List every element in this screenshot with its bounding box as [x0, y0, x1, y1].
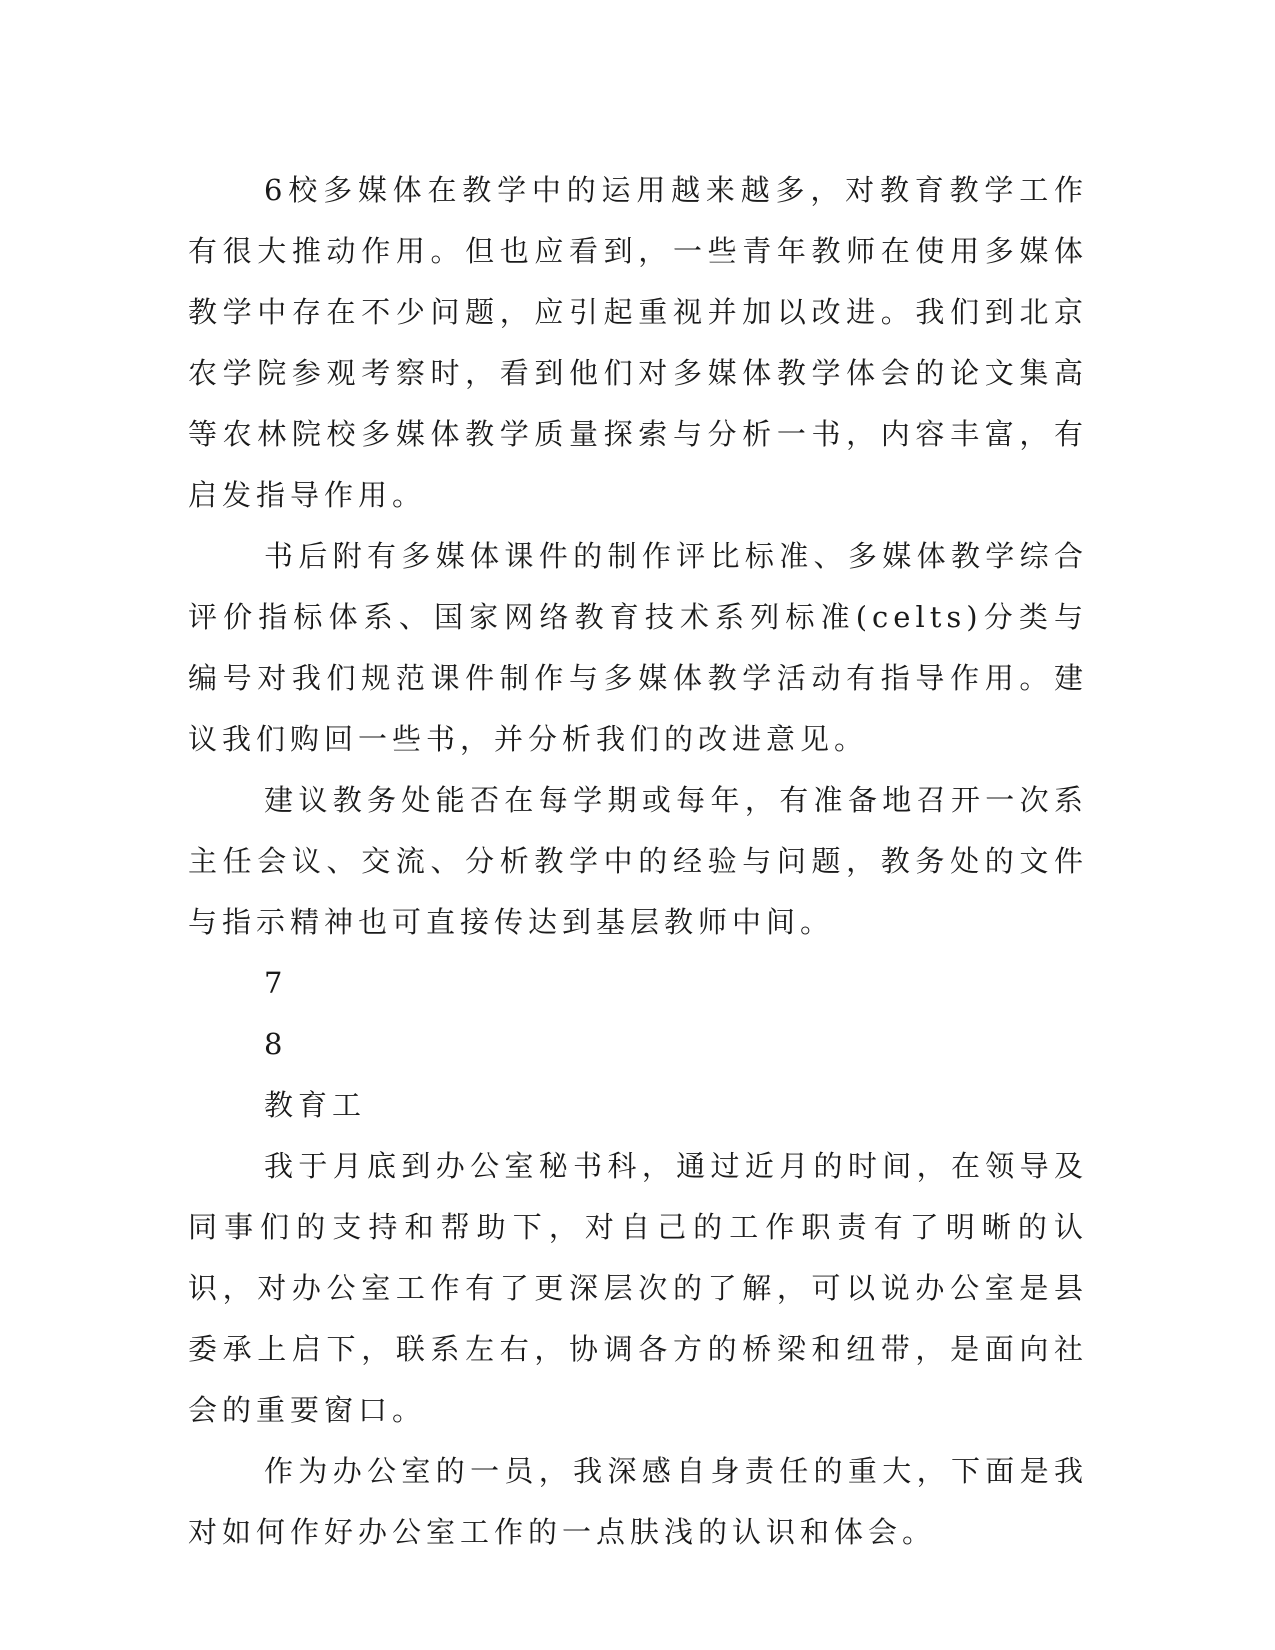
paragraph-multimedia-usage: 6校多媒体在教学中的运用越来越多，对教育教学工作有很大推动作用。但也应看到，一些青年教师在使用多媒体教学中存在不少问题，应引起重视并加以改进。我们到北京农学院参观考察时，看到他们对多媒体教学体会的论文集高等农林院校多媒体教学质量探索与分析一书，内容丰富，有启发指导作用。 [188, 173, 1088, 512]
paragraph-number-8: 8 [264, 1027, 288, 1061]
section-heading: 教育工 [264, 1088, 367, 1122]
paragraph-book-appendix: 书后附有多媒体课件的制作评比标准、多媒体教学综合评价指标体系、国家网络教育技术系列标准(celts)分类与编号对我们规范课件制作与多媒体教学活动有指导作用。建议我们购回一些书，并分析我们的改进意见。 [188, 539, 1089, 756]
paragraph-meeting-suggestion: 建议教务处能否在每学期或每年，有准备地召开一次系主任会议、交流、分析教学中的经验与问题，教务处的文件与指示精神也可直接传达到基层教师中间。 [188, 783, 1088, 939]
paragraph-office-reflection: 作为办公室的一员，我深感自身责任的重大，下面是我对如何作好办公室工作的一点肤浅的认识和体会。 [188, 1454, 1088, 1549]
paragraph-office-arrival: 我于月底到办公室秘书科，通过近月的时间，在领导及同事们的支持和帮助下，对自己的工作职责有了明晰的认识，对办公室工作有了更深层次的了解，可以说办公室是县委承上启下，联系左右，协调各方的桥梁和纽带，是面向社会的重要窗口。 [188, 1149, 1088, 1427]
paragraph-number-7: 7 [264, 966, 288, 1000]
document-body [188, 160, 1088, 1563]
